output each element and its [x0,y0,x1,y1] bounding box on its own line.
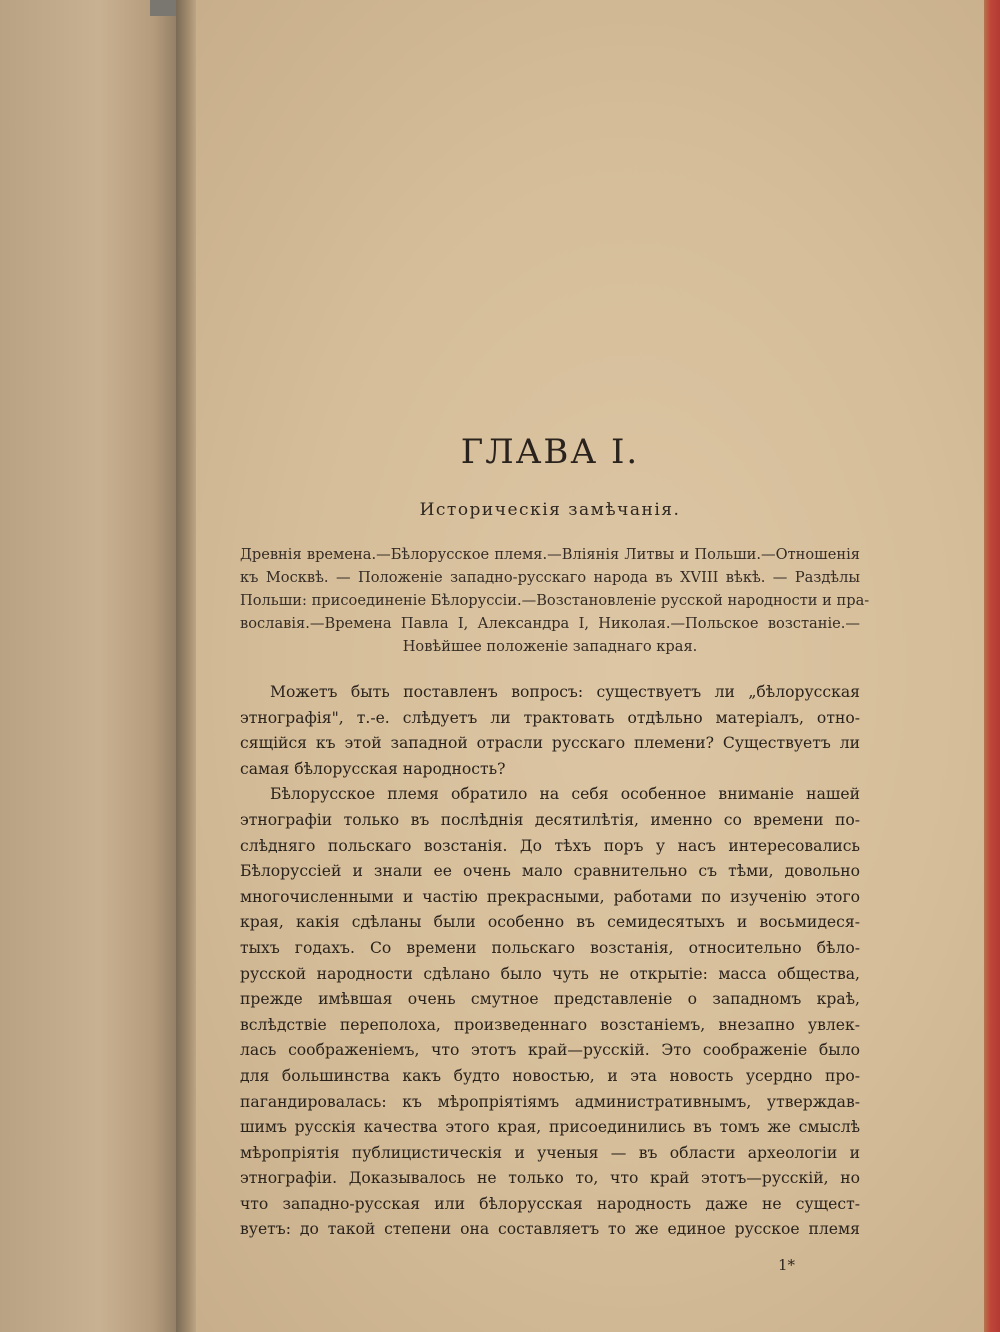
text-line: русской народности сдѣлано было чуть не открытіе: масса общества, [240,964,860,983]
body-text [240,680,860,1243]
summary-line: вославія.—Времена Павла I, Александра I, Николая.—Польское возстаніе.— [240,615,860,632]
chapter-title: ГЛАВА I. [460,432,640,472]
text-line: этнографіи. Доказывалось не только то, что край этотъ—русскій, но [240,1169,860,1188]
red-book-edge [984,0,1000,1332]
chapter-subtitle: Историческія замѣчанія. [419,500,681,520]
text-line: шимъ русскія качества этого края, присоединились въ томъ же смыслѣ [240,1118,860,1137]
text-line: для большинства какъ будто новостью, и эта новость усердно про- [240,1066,860,1085]
text-line: тыхъ годахъ. Со времени польскаго возстанія, относительно бѣло- [240,938,860,957]
summary-line: Древнія времена.—Бѣлорусское племя.—Вліянія Литвы и Польши.—Отношенія [240,546,860,563]
text-line: края, какія сдѣланы были особенно въ семидесятыхъ и восьмидеся- [240,913,860,932]
summary-line: Новѣйшее положеніе западнаго края. [402,638,698,655]
book-gutter [176,0,198,1332]
text-line: Бѣлоруссіей и знали ее очень мало сравнительно съ тѣми, довольно [240,862,860,881]
text-line: пагандировалась: къ мѣропріятіямъ административнымъ, утверждав- [240,1092,860,1111]
text-line: самая бѣлорусская народность? [240,759,506,778]
text-line: прежде имѣвшая очень смутное представленіе о западномъ краѣ, [240,990,860,1009]
summary-line: къ Москвѣ. — Положеніе западно-русскаго народа въ XVIII вѣкѣ. — Раздѣлы [240,569,860,586]
text-line: этнографія", т.-е. слѣдуетъ ли трактовать отдѣльно матеріалъ, отно- [240,708,860,727]
text-line: вуетъ: до такой степени она составляетъ то же единое русское племя [240,1220,860,1239]
text-line: слѣдняго польскаго возстанія. До тѣхъ поръ у насъ интересовались [240,836,860,855]
text-line: многочисленными и частію прекрасными, работами по изученію этого [240,887,860,906]
text-line: вслѣдствіе переполоха, произведеннаго возстаніемъ, внезапно увлек- [240,1015,860,1034]
chapter-summary [240,543,870,658]
text-line: что западно-русская или бѣлорусская народность даже не сущест- [240,1194,860,1213]
left-page-edge [0,0,180,1332]
summary-line: Польши: присоединеніе Бѣлоруссіи.—Возстановленіе русской народности и пра- [240,592,870,609]
text-line: мѣропріятія публицистическія и ученыя — въ области археологіи и [240,1143,860,1162]
signature-mark: 1* [778,1256,796,1274]
text-line: этнографіи только въ послѣднія десятилѣтія, именно со времени по- [240,810,860,829]
text-line: лась соображеніемъ, что этотъ край—русскій. Это соображеніе было [240,1041,860,1060]
text-line: Бѣлорусское племя обратило на себя особенное вниманіе нашей [270,785,860,804]
text-line: Можетъ быть поставленъ вопросъ: существуетъ ли „бѣлорусская [270,683,860,701]
text-line: сящійся къ этой западной отрасли русскаго племени? Существуетъ ли [240,734,860,753]
